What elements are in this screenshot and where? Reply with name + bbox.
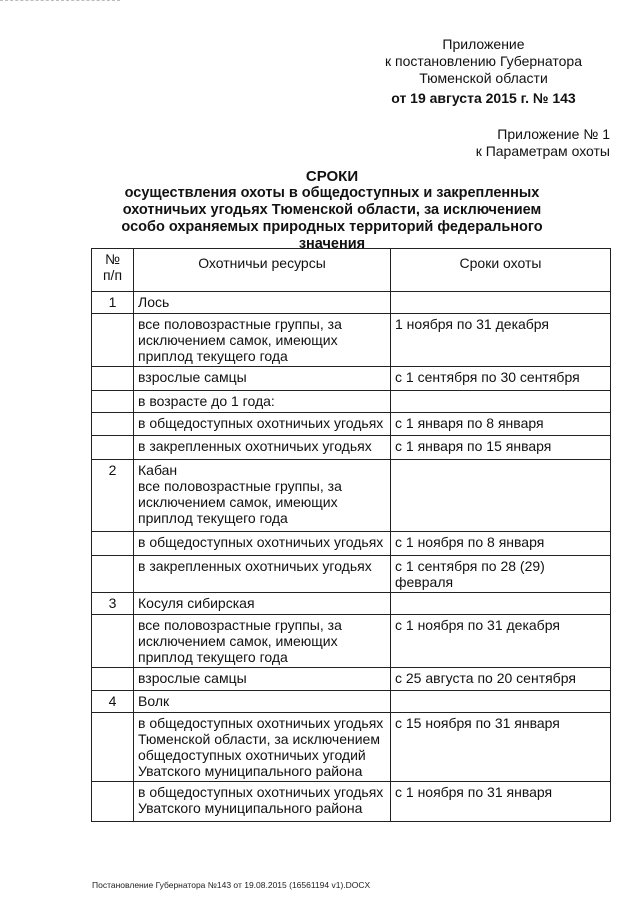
header-block <box>385 36 582 107</box>
table-cell-num <box>92 615 134 668</box>
table-row <box>92 532 611 556</box>
table-row <box>92 668 611 691</box>
table-cell-period <box>391 292 611 314</box>
table-cell-resource: Волк <box>134 691 391 713</box>
table-cell-num <box>92 436 134 460</box>
table-cell-resource: Лось <box>134 292 391 314</box>
table-row <box>92 556 611 593</box>
table-cell-period: с 1 ноября по 31 декабря <box>391 615 611 668</box>
table-cell-num <box>92 713 134 782</box>
table-cell-period: с 1 ноября по 31 января <box>391 782 611 822</box>
table-cell-period: с 1 января по 8 января <box>391 413 611 436</box>
table-cell-resource: в общедоступных охотничьих угодьях <box>134 532 391 556</box>
table-cell-num <box>92 532 134 556</box>
top-edge-line <box>0 0 120 1</box>
table-row <box>92 436 611 460</box>
table-row <box>92 292 611 314</box>
document-title <box>92 168 572 253</box>
table-row <box>92 691 611 713</box>
header-line-2: к постановлению Губернатора <box>384 53 582 69</box>
table-body <box>92 292 611 822</box>
table-cell-resource: Косуля сибирская <box>134 593 391 615</box>
table-cell-num <box>92 668 134 691</box>
table-cell-period: с 25 августа по 20 сентября <box>391 668 611 691</box>
table-cell-resource: в закрепленных охотничьих угодьях <box>134 436 391 460</box>
table-cell-num: 3 <box>92 593 134 615</box>
title-line-1: СРОКИ <box>305 168 359 185</box>
table-cell-resource: взрослые самцы <box>134 367 391 391</box>
table-cell-period: 1 ноября по 31 декабря <box>391 314 611 367</box>
table-cell-period <box>391 391 611 413</box>
table-cell-num: 1 <box>92 292 134 314</box>
header-resource: Охотничьи ресурсы <box>134 249 391 292</box>
footer-filename: Постановление Губернатора №143 от 19.08.2015 (16561194 v1).DOCX <box>92 880 371 890</box>
title-line-3: охотничьих угодьях Тюменской области, за исключением <box>122 202 542 218</box>
table-cell-num: 2 <box>92 460 134 532</box>
table-cell-num <box>92 391 134 413</box>
table-cell-period: с 1 сентября по 30 сентября <box>391 367 611 391</box>
table-header-row <box>92 249 611 292</box>
table-cell-resource: в общедоступных охотничьих угодьях Уватского муниципального района <box>134 782 391 822</box>
appendix-line-1: Приложение № 1 <box>497 126 610 142</box>
table-row <box>92 391 611 413</box>
table-cell-period: с 15 ноября по 31 января <box>391 713 611 782</box>
table-cell-num: 4 <box>92 691 134 713</box>
table-row <box>92 713 611 782</box>
header-date-number: от 19 августа 2015 г. № 143 <box>391 90 576 106</box>
table-cell-period <box>391 691 611 713</box>
table-cell-num <box>92 367 134 391</box>
header-line-3: Тюменской области <box>419 70 548 86</box>
table-cell-resource: Кабан все половозрастные группы, за исключением самок, имеющих приплод текущего года <box>134 460 391 532</box>
table-cell-num <box>92 556 134 593</box>
title-line-2: осуществления охоты в общедоступных и закрепленных <box>124 185 540 201</box>
header-num: № п/п <box>92 249 134 292</box>
table-cell-period: с 1 января по 15 января <box>391 436 611 460</box>
table-row <box>92 782 611 822</box>
hunting-periods-table <box>91 248 611 822</box>
table-cell-resource: в общедоступных охотничьих угодьях Тюменской области, за исключением общедоступных охотничьих угодий Уватского муниципального района <box>134 713 391 782</box>
table-row <box>92 367 611 391</box>
table-cell-period: с 1 ноября по 8 января <box>391 532 611 556</box>
table-cell-num <box>92 314 134 367</box>
table-cell-period <box>391 460 611 532</box>
appendix-block <box>476 126 610 160</box>
table-cell-resource: в закрепленных охотничьих угодьях <box>134 556 391 593</box>
table-cell-period <box>391 593 611 615</box>
table-row <box>92 615 611 668</box>
table-row <box>92 413 611 436</box>
table-cell-period: с 1 сентября по 28 (29) февраля <box>391 556 611 593</box>
table-row <box>92 314 611 367</box>
table-row <box>92 460 611 532</box>
table-cell-num <box>92 782 134 822</box>
table-cell-resource: все половозрастные группы, за исключением самок, имеющих приплод текущего года <box>134 314 391 367</box>
header-line-1: Приложение <box>442 36 525 52</box>
title-line-4: особо охраняемых природных территорий федерального значения <box>121 219 543 252</box>
appendix-line-2: к Параметрам охоты <box>475 143 610 159</box>
table-cell-resource: взрослые самцы <box>134 668 391 691</box>
table-row <box>92 593 611 615</box>
table-cell-resource: в возрасте до 1 года: <box>134 391 391 413</box>
table-cell-resource: в общедоступных охотничьих угодьях <box>134 413 391 436</box>
header-period: Сроки охоты <box>391 249 611 292</box>
table-cell-num <box>92 413 134 436</box>
table-cell-resource: все половозрастные группы, за исключением самок, имеющих приплод текущего года <box>134 615 391 668</box>
